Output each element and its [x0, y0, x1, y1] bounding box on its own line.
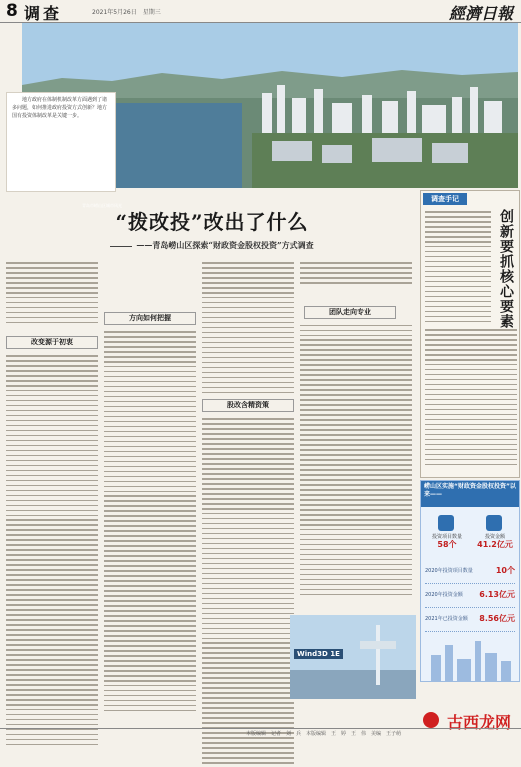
- stat-label: 2020年投资金额: [425, 592, 463, 598]
- chart-icon: [438, 515, 454, 531]
- stat-label: 投资金额: [484, 534, 505, 540]
- article-column-2: [104, 262, 196, 715]
- page-header: [0, 0, 521, 23]
- article-column-1: [6, 262, 98, 749]
- ad-label: Wind3D 1E: [294, 649, 343, 659]
- article-column-4: [300, 262, 412, 599]
- stat-tile-projects: [424, 513, 468, 549]
- footer-credits: 本版编辑 记者 刘 兵 本版编辑 王 婷 王 伟 美编 王子萌: [245, 731, 401, 737]
- watermark-logo-icon: [423, 712, 439, 728]
- masthead-logo: 經濟日報: [448, 4, 513, 23]
- skyline-icon: [421, 635, 519, 681]
- column-4-text-bottom: [300, 325, 412, 596]
- infographic-title: 崂山区实施“财政资金股权投资”以来——: [421, 481, 519, 507]
- section-heading-3: 股改含精资策: [202, 399, 294, 412]
- section-name: 调查: [24, 4, 63, 23]
- sidebar-text-top: [425, 211, 491, 326]
- ad-photo: [290, 615, 416, 699]
- intro-box: [6, 92, 116, 192]
- money-icon: [486, 515, 502, 531]
- watermark-text: 古西龙网: [446, 713, 511, 732]
- column-3-text-top: [202, 262, 294, 393]
- stat-value: 58个: [437, 540, 457, 549]
- stat-value: 6.13亿元: [479, 590, 515, 599]
- stat-label: 2021年已投资金额: [425, 616, 468, 622]
- page-number: 8: [6, 1, 18, 21]
- photo-caption: 青岛市崂山区城市风光: [82, 203, 122, 208]
- stat-band-2021-amount: [425, 613, 515, 632]
- stat-band-2020-amount: [425, 589, 515, 608]
- issue-date: 2021年5月26日 星期三: [92, 9, 161, 16]
- article-column-3: [202, 262, 294, 767]
- stat-tile-amount: [472, 513, 516, 549]
- section-heading-2: 方向如何把握: [104, 312, 196, 325]
- stat-label: 投资项目数量: [431, 534, 462, 540]
- statistics-infographic: [420, 480, 520, 682]
- section-heading-4: 团队走向专业: [304, 306, 396, 319]
- stat-value: 8.56亿元: [479, 614, 515, 623]
- column-3-text-bottom: [202, 418, 294, 764]
- stat-value: 10个: [495, 566, 515, 575]
- stat-band-2020-projects: [425, 565, 515, 584]
- stat-label: 2020年投资项目数量: [425, 568, 473, 574]
- column-4-text-top: [300, 262, 412, 284]
- stat-value: 41.2亿元: [477, 540, 513, 549]
- column-2-text: [104, 331, 196, 711]
- sidebar-commentary: [420, 190, 520, 478]
- page-footer: [0, 728, 521, 739]
- sidebar-vertical-title: 创新要抓核心要素: [498, 209, 514, 329]
- section-heading-1: 改变源于初衷: [6, 336, 98, 349]
- column-1-text-bottom: [6, 355, 98, 745]
- sidebar-text-bottom: [425, 329, 517, 469]
- column-1-text-top: [6, 262, 98, 330]
- sidebar-tag: 调查手记: [423, 193, 467, 205]
- headline-title: “拨改投”改出了什么: [115, 210, 309, 234]
- intro-text: 地方政府在体制机制改革方面遇到了诸多问题，如何推进政府投资方式创新？地方国有投资体制改革是关键一步。: [12, 97, 108, 119]
- headline-subtitle: ——青岛崂山区探索“财政资金股权投资”方式调查: [24, 240, 400, 251]
